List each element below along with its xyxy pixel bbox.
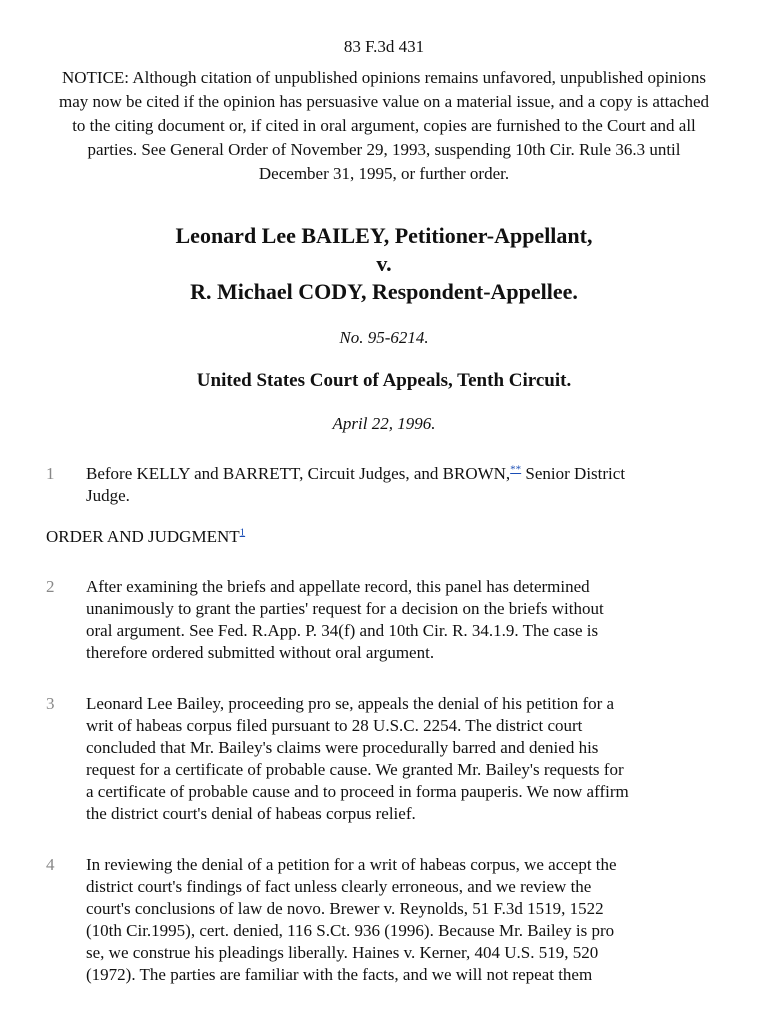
paragraph-line: oral argument. See Fed. R.App. P. 34(f) and 10th Cir. R. 34.1.9. The case is: [86, 621, 599, 640]
petitioner-line: Leonard Lee BAILEY, Petitioner-Appellant,: [175, 223, 593, 248]
order-and-judgment-heading: [46, 526, 245, 548]
paragraph-line: After examining the briefs and appellate record, this panel has determined: [86, 577, 590, 596]
respondent-line: R. Michael CODY, Respondent-Appellee.: [190, 279, 578, 304]
panel-text-continued: Senior District: [521, 464, 626, 483]
paragraph-line: unanimously to grant the parties' request for a decision on the briefs without: [86, 599, 604, 618]
paragraph-line: the district court's denial of habeas corpus relief.: [86, 804, 416, 823]
footnote-link-double-star[interactable]: **: [510, 463, 522, 476]
paragraph-line: concluded that Mr. Bailey's claims were procedurally barred and denied his: [86, 738, 599, 757]
versus-line: v.: [376, 251, 392, 276]
paragraph-text: [86, 576, 726, 664]
paragraph-line: (1972). The parties are familiar with the facts, and we will not repeat them: [86, 965, 593, 984]
docket-number: No. 95-6214.: [339, 328, 429, 347]
paragraph-line: se, we construe his pleadings liberally. Haines v. Kerner, 404 U.S. 519, 520: [86, 943, 599, 962]
paragraph-line: district court's findings of fact unless clearly erroneous, and we review the: [86, 877, 592, 896]
court-name: United States Court of Appeals, Tenth Circuit.: [196, 370, 572, 391]
footnote-link-1[interactable]: 1: [239, 526, 246, 539]
paragraph-line: In reviewing the denial of a petition for a writ of habeas corpus, we accept the: [86, 855, 617, 874]
paragraph-line: request for a certificate of probable cause. We granted Mr. Bailey's requests for: [86, 760, 624, 779]
paragraph-text: [86, 693, 726, 825]
paragraph-number: 1: [46, 464, 55, 483]
paragraph-line: a certificate of probable cause and to proceed in forma pauperis. We now affirm: [86, 782, 629, 801]
heading-text: ORDER AND JUDGMENT: [46, 527, 240, 546]
paragraph-line: writ of habeas corpus filed pursuant to 28 U.S.C. 2254. The district court: [86, 716, 583, 735]
paragraph-line: court's conclusions of law de novo. Brewer v. Reynolds, 51 F.3d 1519, 1522: [86, 899, 604, 918]
case-citation: 83 F.3d 431: [343, 37, 425, 56]
decision-date: April 22, 1996.: [332, 414, 436, 433]
paragraph-line: therefore ordered submitted without oral argument.: [86, 643, 435, 662]
paragraph-line: [86, 463, 726, 485]
paragraph-number: 2: [46, 577, 55, 596]
unpublished-notice: NOTICE: Although citation of unpublished opinions remains unfavored, unpublished opinions may now be cited if the opinion has persuasive value on a material issue, and a copy is attached to the citing document or, if cited in oral argument, copies are furnished to the Court and all parties. See General Order of November 29, 1993, suspending 10th Cir. Rule 36.3 until December 31, 1995, or further order.: [58, 68, 710, 183]
paragraph-text: [86, 463, 726, 507]
paragraph-number: 4: [46, 855, 55, 874]
paragraph-line: Leonard Lee Bailey, proceeding pro se, appeals the denial of his petition for a: [86, 694, 615, 713]
paragraph-line: Judge.: [86, 486, 130, 505]
paragraph-number: 3: [46, 694, 55, 713]
paragraph-text: [86, 854, 726, 986]
case-caption: [0, 222, 768, 306]
panel-text: Before KELLY and BARRETT, Circuit Judges, and BROWN,: [86, 464, 511, 483]
paragraph-line: (10th Cir.1995), cert. denied, 116 S.Ct. 936 (1996). Because Mr. Bailey is pro: [86, 921, 615, 940]
